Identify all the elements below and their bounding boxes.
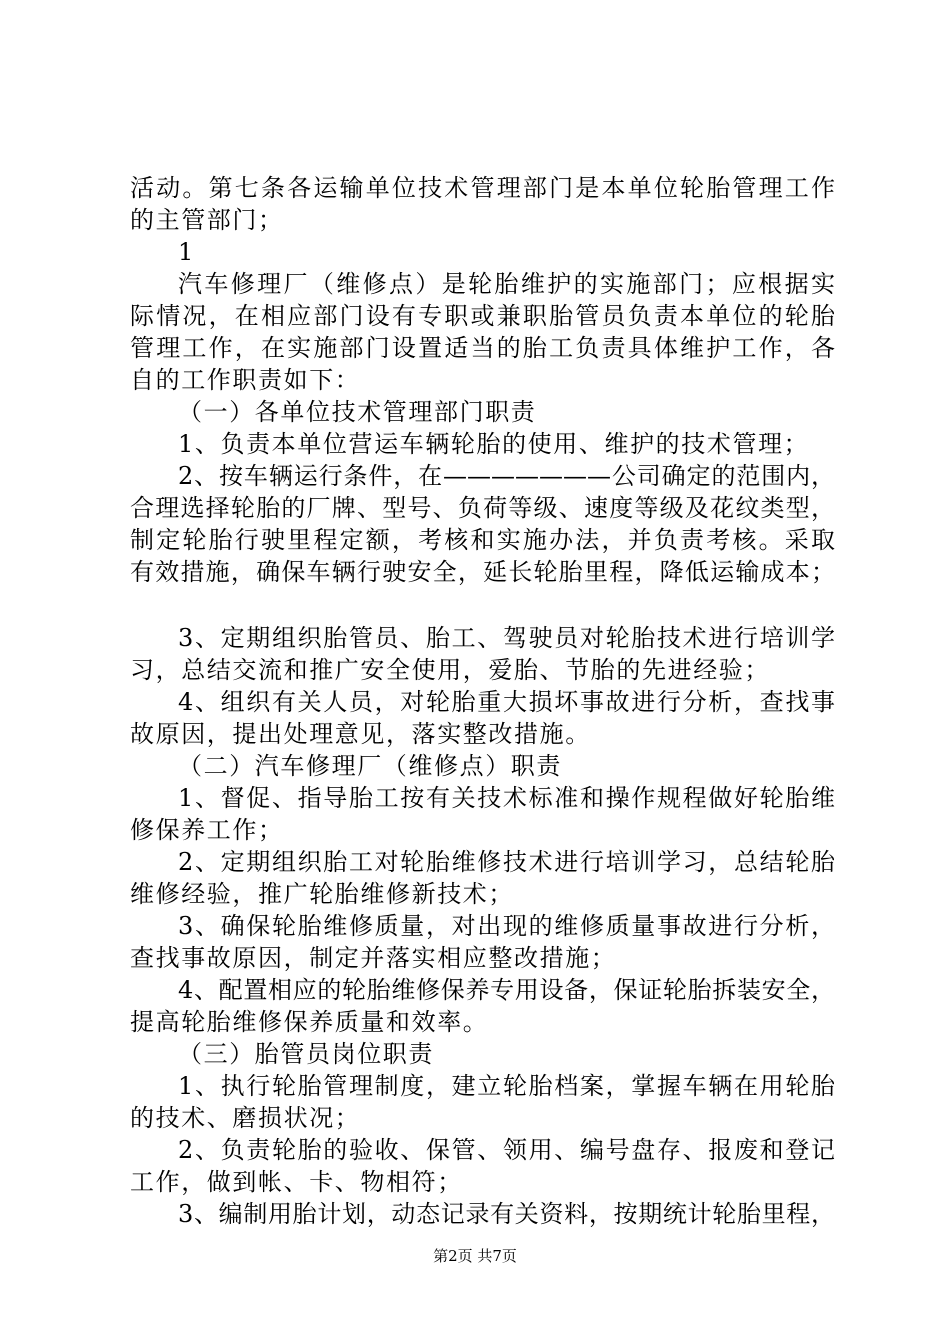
text-line: 管理工作，在实施部门设置适当的胎工负责具体维护工作，各 [130,334,835,362]
text-line: 3、编制用胎计划，动态记录有关资料，按期统计轮胎里程， [178,1200,835,1228]
text-line: 维修经验，推广轮胎维修新技术； [130,880,514,908]
text-line: 有效措施，确保车辆行驶安全，延长轮胎里程，降低运输成本； [130,558,835,586]
text-line: 2、负责轮胎的验收、保管、领用、编号盘存、报废和登记 [178,1136,835,1164]
text-line: （三）胎管员岗位职责 [178,1040,434,1068]
text-line: 自的工作职责如下： [130,366,361,394]
text-line: 2、按车辆运行条件，在———————公司确定的范围内， [178,462,835,490]
text-line: 汽车修理厂（维修点）是轮胎维护的实施部门；应根据实 [178,270,835,298]
text-line: 际情况，在相应部门设有专职或兼职胎管员负责本单位的轮胎 [130,302,835,330]
page-footer: 第2页 共7页 [433,1247,517,1265]
text-line: 制定轮胎行驶里程定额，考核和实施办法，并负责考核。采取 [130,526,835,554]
paragraph-gap [130,588,835,622]
text-line: 修保养工作； [130,816,284,844]
text-line: 活动。第七条各运输单位技术管理部门是本单位轮胎管理工作 [130,174,835,202]
text-line: 合理选择轮胎的厂牌、型号、负荷等级、速度等级及花纹类型， [130,494,835,522]
text-line: 2、定期组织胎工对轮胎维修技术进行培训学习，总结轮胎 [178,848,835,876]
text-line: 提高轮胎维修保养质量和效率。 [130,1008,489,1036]
text-line: 习，总结交流和推广安全使用，爱胎、节胎的先进经验； [130,656,770,684]
text-line: 的主管部门； [130,206,284,234]
text-line: 4、组织有关人员，对轮胎重大损坏事故进行分析，查找事 [178,688,835,716]
text-line: 3、确保轮胎维修质量，对出现的维修质量事故进行分析， [178,912,835,940]
text-line: 1 [178,238,195,266]
text-line: 3、定期组织胎管员、胎工、驾驶员对轮胎技术进行培训学 [178,624,835,652]
text-line: 故原因，提出处理意见，落实整改措施。 [130,720,591,748]
text-line: 4、配置相应的轮胎维修保养专用设备，保证轮胎拆装安全， [178,976,835,1004]
document-body [130,172,835,1230]
text-line: （一）各单位技术管理部门职责 [178,398,537,426]
text-line: 查找事故原因，制定并落实相应整改措施； [130,944,617,972]
text-line: 1、负责本单位营运车辆轮胎的使用、维护的技术管理； [178,430,810,458]
text-line: （二）汽车修理厂（维修点）职责 [178,752,562,780]
text-line: 工作，做到帐、卡、物相符； [130,1168,463,1196]
text-line: 1、执行轮胎管理制度，建立轮胎档案，掌握车辆在用轮胎 [178,1072,835,1100]
text-line: 1、督促、指导胎工按有关技术标准和操作规程做好轮胎维 [178,784,835,812]
text-line: 的技术、磨损状况； [130,1104,361,1132]
